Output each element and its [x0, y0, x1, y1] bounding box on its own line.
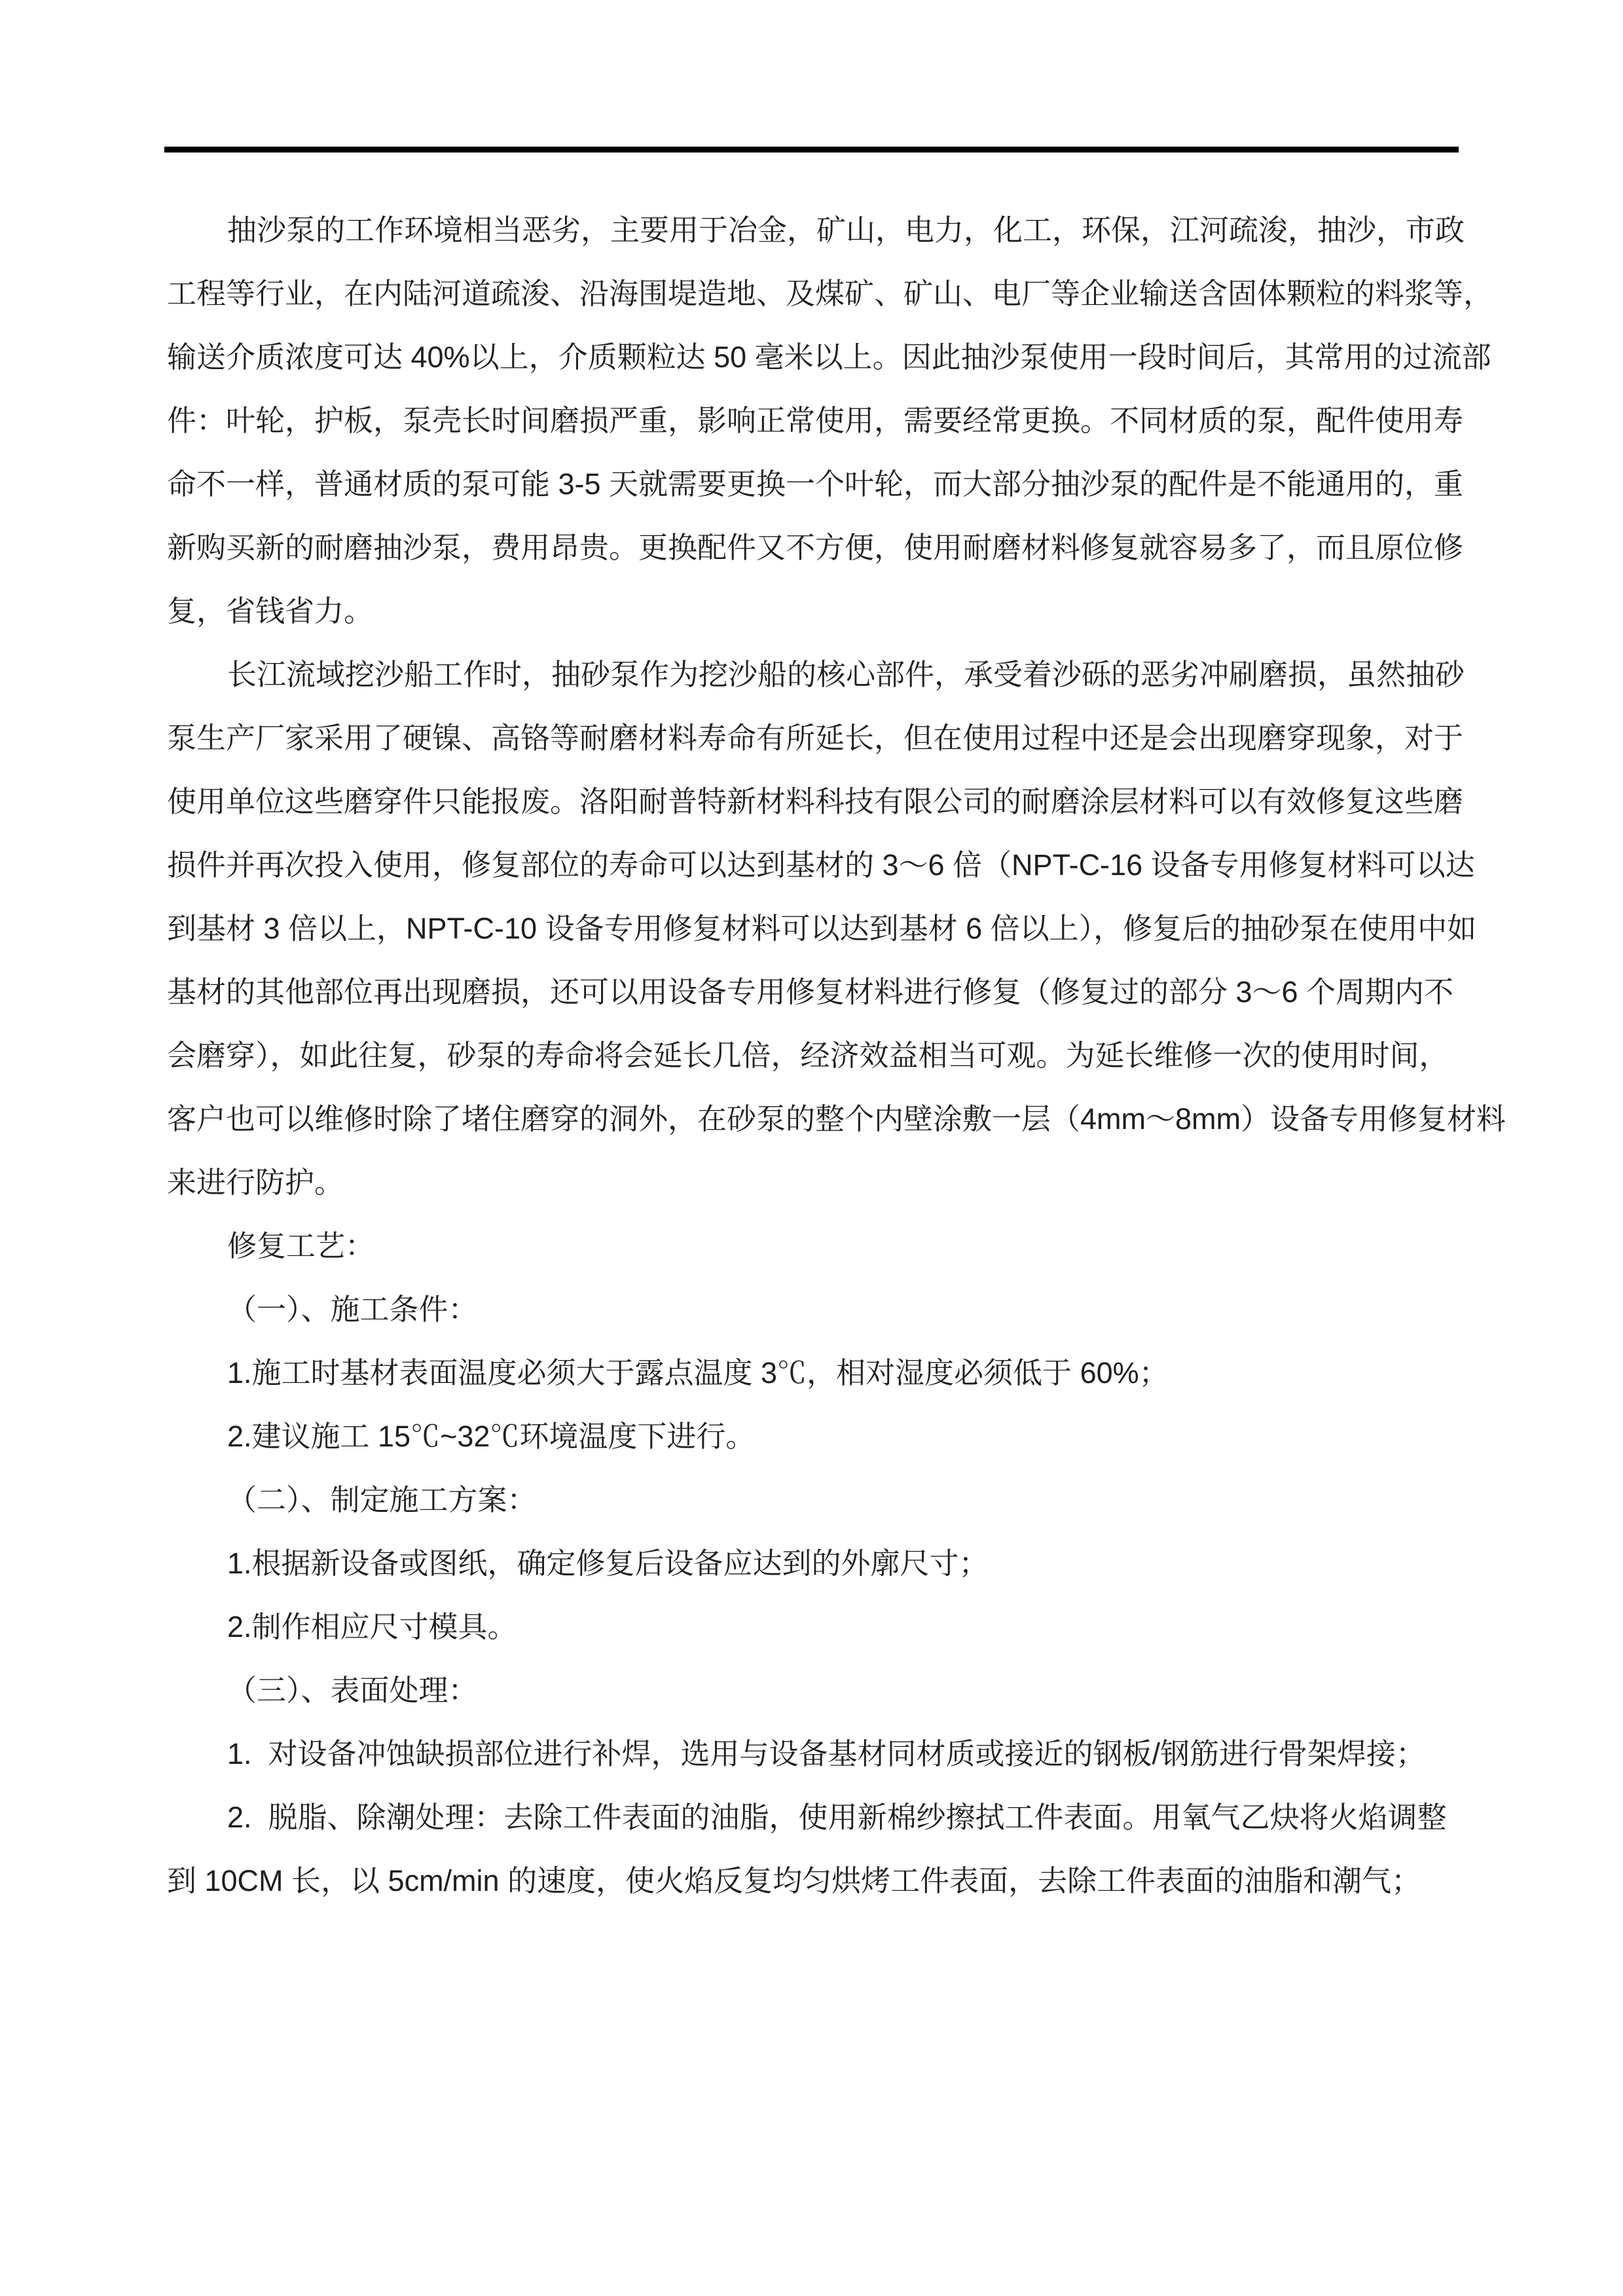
- text-line: 1.根据新设备或图纸，确定修复后设备应达到的外廓尺寸；: [227, 1547, 989, 1580]
- text-line: 修复工艺：: [227, 1229, 375, 1263]
- text-line: 泵生产厂家采用了硬镍、高铬等耐磨材料寿命有所延长，但在使用过程中还是会出现磨穿现象，对于: [167, 721, 1464, 755]
- text-line: 客户也可以维修时除了堵住磨穿的洞外，在砂泵的整个内壁涂敷一层（4mm～8mm）设备专用修复材料: [167, 1102, 1506, 1136]
- text-line: 命不一样，普通材质的泵可能 3-5 天就需要更换一个叶轮，而大部分抽沙泵的配件是不能通用的，重: [167, 467, 1464, 501]
- text-line: 损件并再次投入使用，修复部位的寿命可以达到基材的 3～6 倍（NPT-C-16 设备专用修复材料可以达: [167, 848, 1475, 882]
- text-line: 工程等行业，在内陆河道疏浚、沿海围堤造地、及煤矿、矿山、电厂等企业输送含固体颗粒的料浆等，: [167, 277, 1493, 310]
- text-line: （一）、施工条件：: [227, 1293, 478, 1326]
- text-line: 基材的其他部位再出现磨损，还可以用设备专用修复材料进行修复（修复过的部分 3～6 个周期内不: [167, 975, 1454, 1009]
- document-body: [167, 198, 1506, 1912]
- text-line: 1. 对设备冲蚀缺损部位进行补焊，选用与设备基材同材质或接近的钢板/钢筋进行骨架焊接；: [227, 1737, 1426, 1770]
- text-line: 2.制作相应尺寸模具。: [227, 1610, 517, 1643]
- text-line: 来进行防护。: [167, 1166, 344, 1199]
- text-line: 到 10CM 长，以 5cm/min 的速度，使火焰反复均匀烘烤工件表面，去除工件表面的油脂和潮气；: [167, 1864, 1421, 1897]
- text-line: 2. 脱脂、除潮处理：去除工件表面的油脂，使用新棉纱擦拭工件表面。用氧气乙炔将火焰调整: [227, 1801, 1447, 1834]
- text-line: 会磨穿），如此往复，砂泵的寿命将会延长几倍，经济效益相当可观。为延长维修一次的使用时间，: [167, 1039, 1449, 1072]
- text-line: 使用单位这些磨穿件只能报废。洛阳耐普特新材料科技有限公司的耐磨涂层材料可以有效修复这些磨: [167, 785, 1464, 818]
- text-line: 抽沙泵的工作环境相当恶劣，主要用于冶金，矿山，电力，化工，环保，江河疏浚，抽沙，市政: [227, 213, 1465, 247]
- text-line: 1.施工时基材表面温度必须大于露点温度 3℃，相对湿度必须低于 60%；: [227, 1356, 1169, 1390]
- text-line: 复，省钱省力。: [167, 594, 374, 628]
- text-line: 2.建议施工 15℃~32℃环境温度下进行。: [227, 1420, 756, 1453]
- text-line: 新购买新的耐磨抽沙泵，费用昂贵。更换配件又不方便，使用耐磨材料修复就容易多了，而且原位修: [167, 531, 1464, 564]
- text-line: 件：叶轮，护板，泵壳长时间磨损严重，影响正常使用，需要经常更换。不同材质的泵，配件使用寿: [167, 404, 1464, 437]
- text-line: 到基材 3 倍以上，NPT-C-10 设备专用修复材料可以达到基材 6 倍以上），修复后的抽砂泵在使用中如: [167, 912, 1477, 945]
- text-line: 长江流域挖沙船工作时，抽砂泵作为挖沙船的核心部件，承受着沙砾的恶劣冲刷磨损，虽然抽砂: [227, 658, 1465, 691]
- text-line: （二）、制定施工方案：: [227, 1483, 537, 1516]
- text-line: 输送介质浓度可达 40%以上，介质颗粒达 50 毫米以上。因此抽沙泵使用一段时间后，其常用的过流部: [167, 340, 1491, 374]
- text-line: （三）、表面处理：: [227, 1674, 478, 1707]
- header-rule: [164, 147, 1459, 152]
